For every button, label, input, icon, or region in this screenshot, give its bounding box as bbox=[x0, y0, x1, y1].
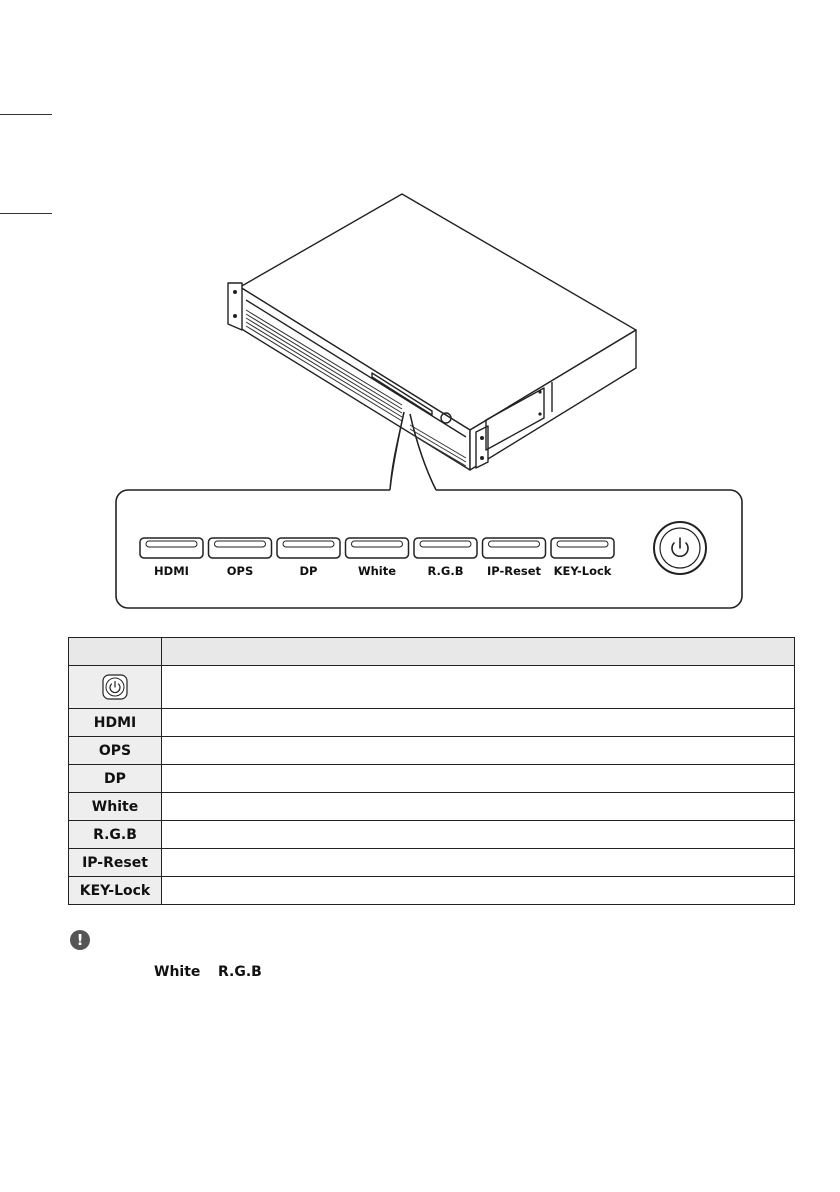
row-key: White bbox=[69, 793, 162, 821]
table-row bbox=[69, 765, 795, 793]
row-key: KEY-Lock bbox=[69, 877, 162, 905]
table-row bbox=[69, 737, 795, 765]
row-description bbox=[162, 793, 795, 821]
note-ref-white: White bbox=[154, 964, 201, 980]
row-key: HDMI bbox=[69, 709, 162, 737]
row-key: DP bbox=[69, 765, 162, 793]
panel-power-button[interactable] bbox=[654, 522, 706, 574]
row-key: IP-Reset bbox=[69, 849, 162, 877]
note-exclamation-icon: ! bbox=[70, 930, 90, 950]
panel-button-label: HDMI bbox=[154, 564, 189, 578]
table-row bbox=[69, 877, 795, 905]
header-description bbox=[162, 638, 795, 666]
row-description bbox=[162, 737, 795, 765]
table-row bbox=[69, 709, 795, 737]
panel-button-label: White bbox=[357, 564, 397, 578]
row-key: R.G.B bbox=[69, 821, 162, 849]
row-description bbox=[162, 765, 795, 793]
button-function-table bbox=[68, 637, 795, 905]
panel-button-label: KEY-Lock bbox=[553, 564, 612, 578]
panel-button-label: R.G.B bbox=[427, 564, 464, 578]
note-ref-rgb: R.G.B bbox=[218, 964, 262, 980]
header-key bbox=[69, 638, 162, 666]
table-row bbox=[69, 821, 795, 849]
row-description bbox=[162, 709, 795, 737]
panel-button-label: OPS bbox=[226, 564, 254, 578]
table-header-row bbox=[69, 638, 795, 666]
panel-button-key-lock[interactable] bbox=[551, 538, 614, 578]
panel-button-label: DP bbox=[299, 564, 318, 578]
table-row bbox=[69, 849, 795, 877]
table-row bbox=[69, 793, 795, 821]
panel-button-label: IP-Reset bbox=[486, 564, 542, 578]
row-description bbox=[162, 849, 795, 877]
table-row bbox=[69, 666, 795, 709]
row-description bbox=[162, 666, 795, 709]
row-key: OPS bbox=[69, 737, 162, 765]
power-icon bbox=[102, 674, 128, 700]
row-description bbox=[162, 821, 795, 849]
row-description bbox=[162, 877, 795, 905]
power-key-cell bbox=[69, 666, 162, 709]
panel-button-ip-reset[interactable] bbox=[483, 538, 546, 578]
